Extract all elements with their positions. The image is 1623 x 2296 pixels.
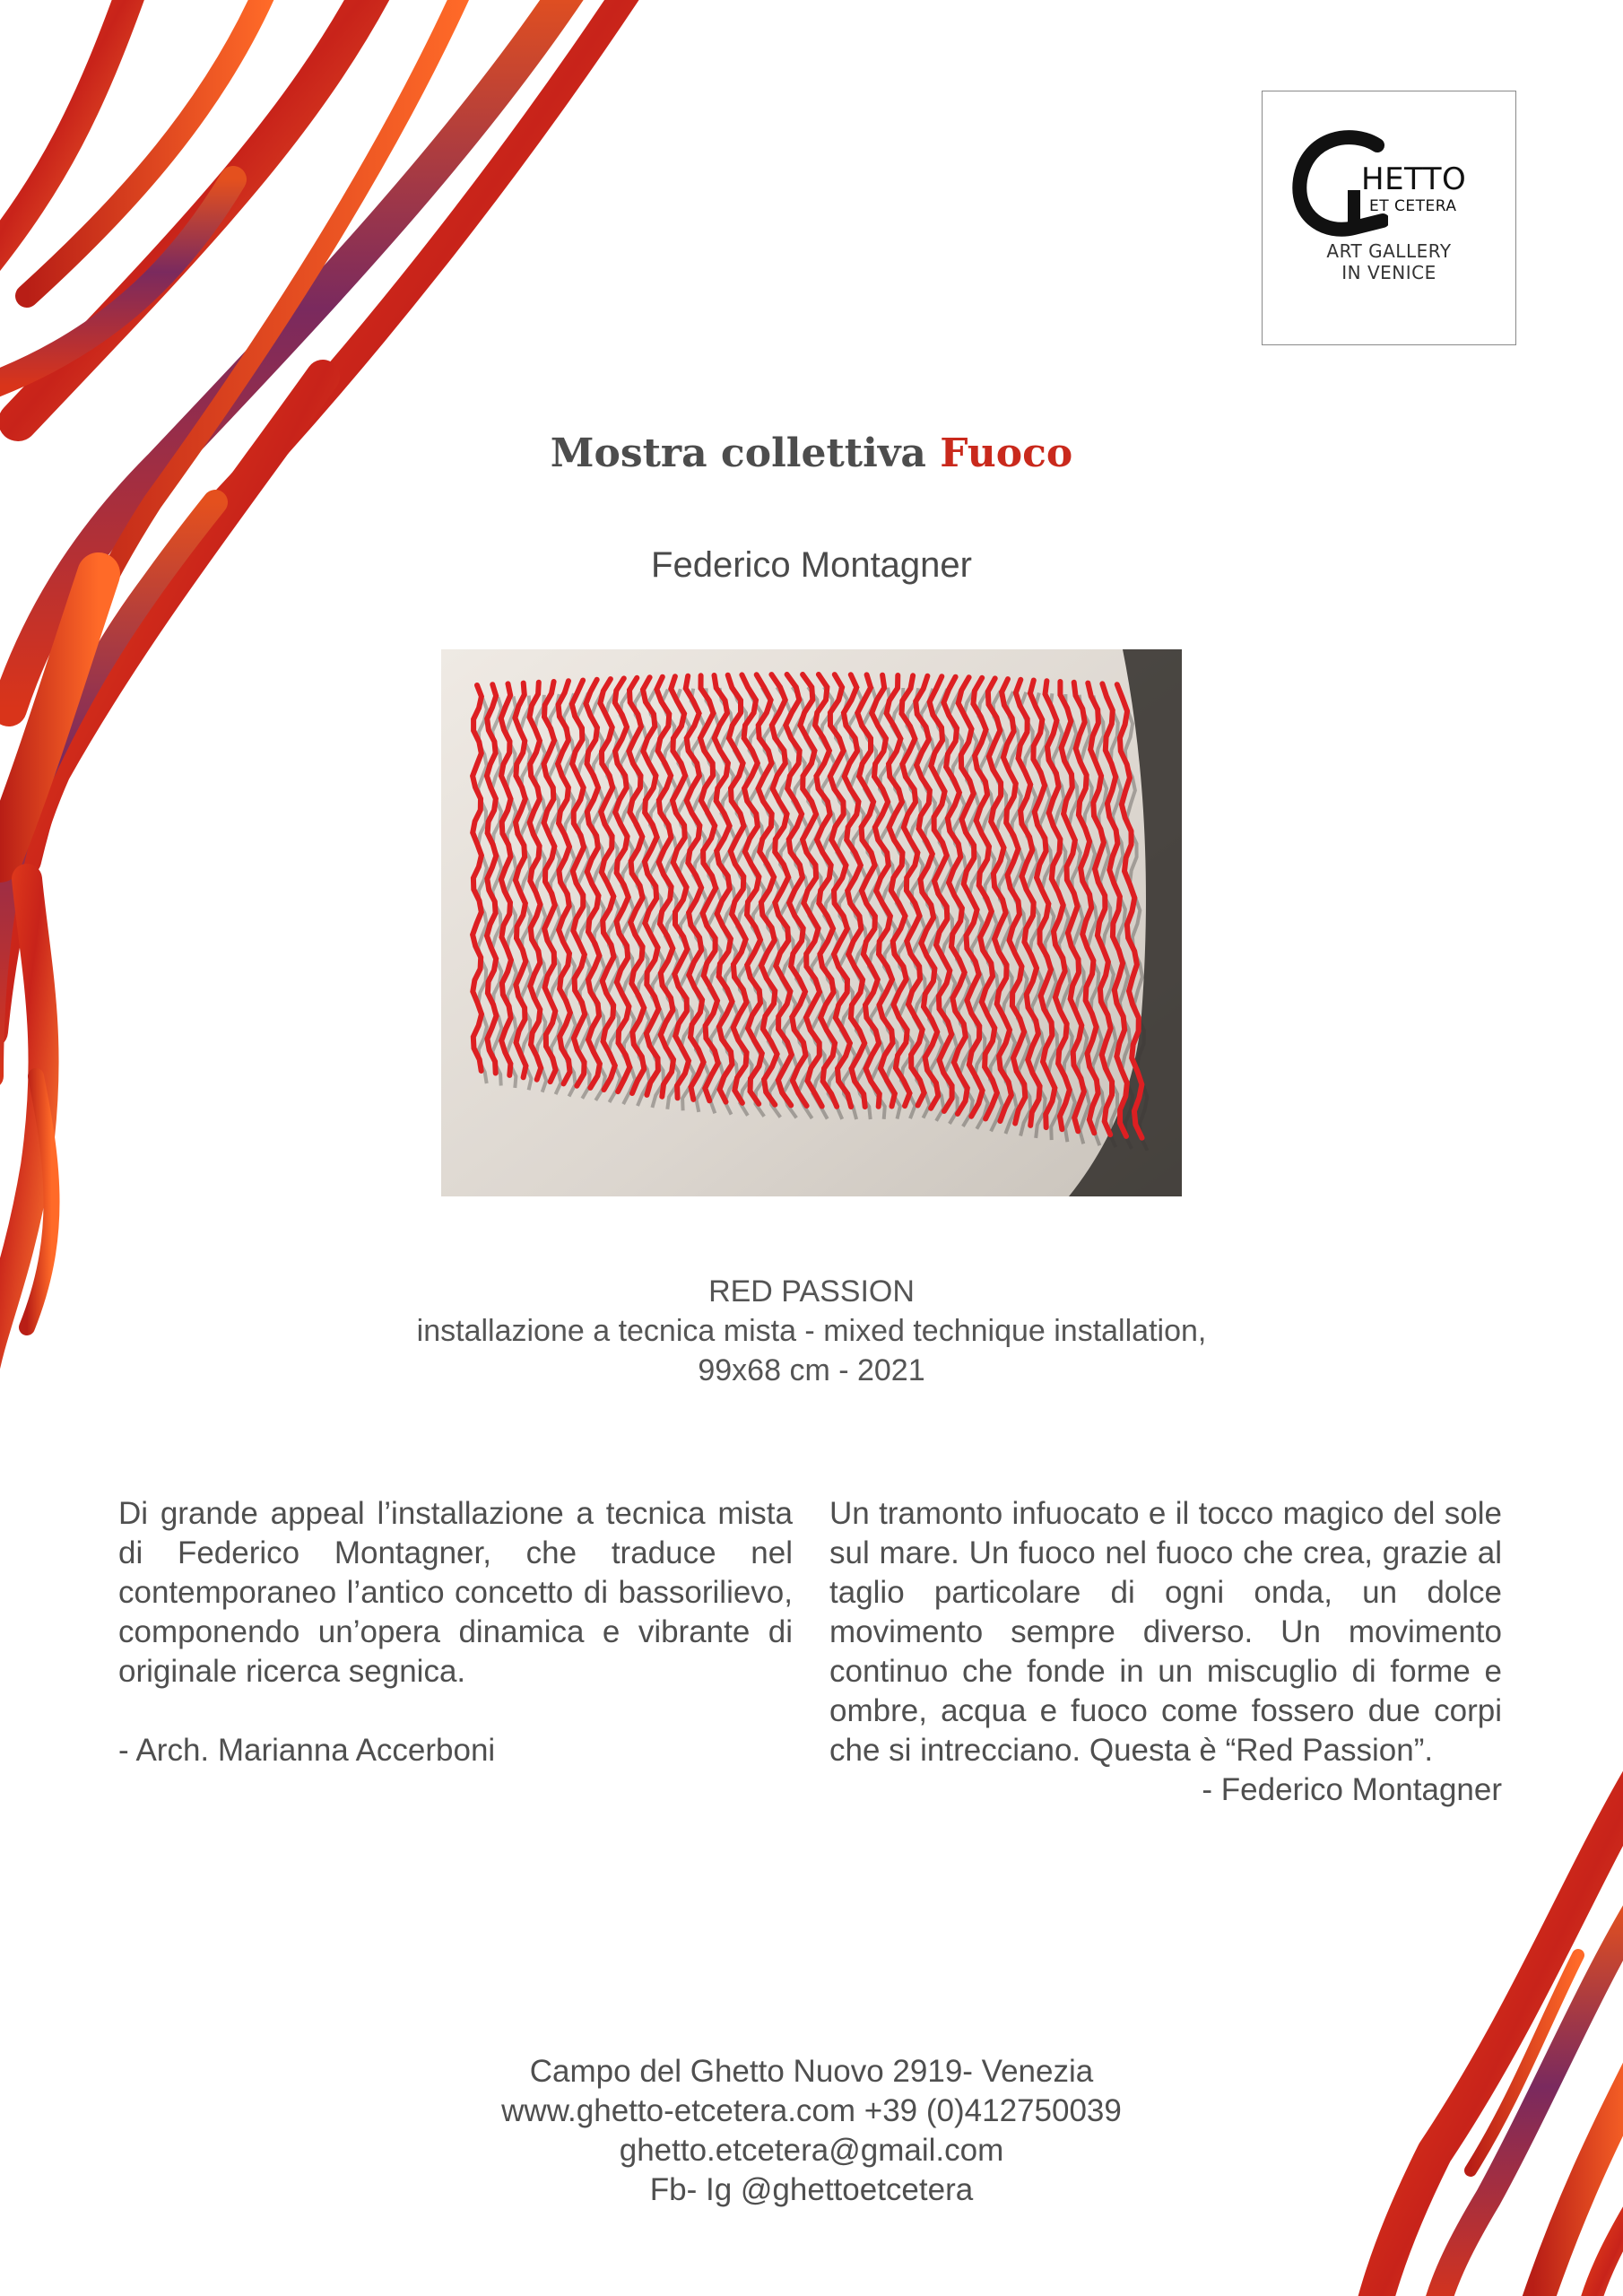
- artist-text-column: [829, 1494, 1502, 1810]
- logo-tagline-2: IN VENICE: [1341, 262, 1436, 283]
- critic-text-column: [118, 1494, 793, 1770]
- artist-name: Federico Montagner: [651, 545, 972, 585]
- exhibition-title: [0, 430, 1623, 476]
- artwork-description: installazione a tecnica mista - mixed technique installation,: [416, 1314, 1207, 1348]
- critic-signature: - Arch. Marianna Accerboni: [118, 1733, 496, 1768]
- logo-subtitle: ET CETERA: [1369, 197, 1457, 215]
- artwork-image: [441, 649, 1182, 1196]
- logo-tagline-1: ART GALLERY: [1326, 240, 1452, 262]
- artist-paragraph: Un tramonto infuocato e il tocco magico del sole sul mare. Un fuoco nel fuoco che crea, grazie al taglio particolare di ogni onda, un dolce movimento sempre diverso. Un movimento continuo che fonde in un miscuglio di forme e ombre, acqua e fuoco come fossero due corpi che si intrecciano. Questa è “Red Passion”.: [829, 1496, 1502, 1768]
- logo-name: HETTO: [1361, 161, 1467, 197]
- gallery-logo: [1262, 91, 1516, 345]
- gallery-contacts: [0, 2052, 1623, 2210]
- artist-signature: - Federico Montagner: [1202, 1772, 1502, 1807]
- title-accent: Fuoco: [940, 430, 1073, 476]
- contact-web-phone: www.ghetto-etcetera.com +39 (0)412750039: [501, 2093, 1122, 2128]
- contact-email: ghetto.etcetera@gmail.com: [619, 2133, 1004, 2168]
- title-prefix: Mostra collettiva: [550, 430, 926, 476]
- artwork-details: 99x68 cm - 2021: [698, 1353, 925, 1387]
- artwork-title: RED PASSION: [708, 1274, 915, 1309]
- critic-paragraph: Di grande appeal l’installazione a tecnica mista di Federico Montagner, che traduce nel contemporaneo l’antico concetto di bassorilievo, componendo un’opera dinamica e vibrante di originale ricerca segnica.: [118, 1496, 793, 1689]
- artwork-caption: [0, 1272, 1623, 1390]
- contact-address: Campo del Ghetto Nuovo 2919- Venezia: [529, 2054, 1094, 2089]
- ribbon-bottom-right: [1372, 1776, 1623, 2296]
- contact-social: Fb- Ig @ghettoetcetera: [649, 2172, 974, 2207]
